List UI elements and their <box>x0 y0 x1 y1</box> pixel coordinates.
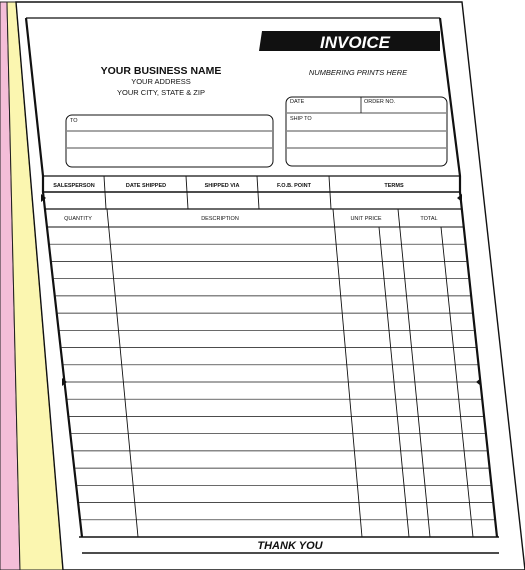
business-address: YOUR ADDRESS <box>131 77 191 86</box>
business-city-state-zip: YOUR CITY, STATE & ZIP <box>117 88 205 97</box>
order-no-label: ORDER NO. <box>364 99 396 105</box>
salesperson-header: SALESPERSON <box>53 183 95 189</box>
invoice-title: INVOICE <box>320 33 390 52</box>
fob-point-header: F.O.B. POINT <box>277 183 311 189</box>
date-shipped-header: DATE SHIPPED <box>125 183 167 189</box>
description-header: DESCRIPTION <box>201 216 239 222</box>
shipped-via-header: SHIPPED VIA <box>204 183 240 189</box>
business-name: YOUR BUSINESS NAME <box>100 65 222 77</box>
ship-to-label: SHIP TO <box>290 116 312 122</box>
quantity-header: QUANTITY <box>64 216 92 222</box>
numbering-note: NUMBERING PRINTS HERE <box>308 68 408 77</box>
unit-price-header: UNIT PRICE <box>350 216 382 222</box>
to-label: TO <box>70 118 78 124</box>
date-label: DATE <box>290 99 305 105</box>
total-header: TOTAL <box>420 216 438 222</box>
thank-you-text: THANK YOU <box>257 540 323 552</box>
terms-header: TERMS <box>384 183 404 189</box>
